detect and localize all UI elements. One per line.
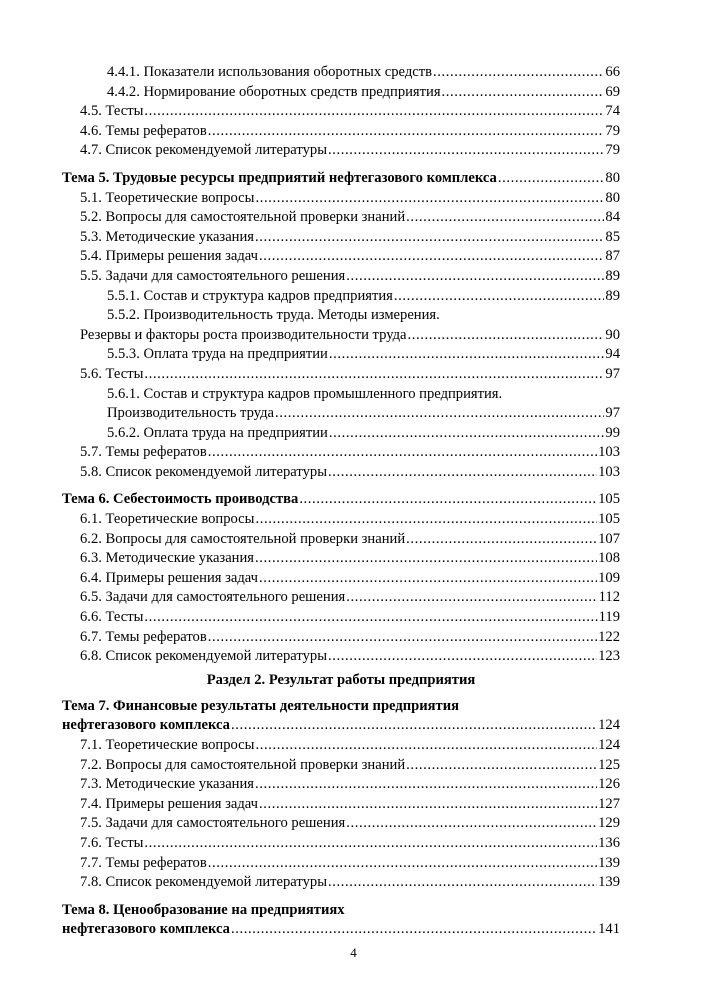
toc-entry: 7.1. Теоретические вопросы ..... 124 <box>62 736 620 756</box>
page-ref: 94 <box>605 346 620 363</box>
toc-entry: 6.2. Вопросы для самостоятельной проверки знаний ..... 107 <box>62 530 620 550</box>
page-ref: 69 <box>605 83 620 100</box>
page-ref: 112 <box>598 589 620 606</box>
toc-entry: 5.2. Вопросы для самостоятельной проверки знаний ..... 84 <box>62 208 620 228</box>
page-ref: 74 <box>605 103 620 120</box>
page-ref: 87 <box>605 248 620 265</box>
toc-topic-heading-continued: нефтегазового комплекса ..... 141 <box>62 920 620 940</box>
page-ref: 123 <box>598 648 620 665</box>
page-ref: 124 <box>598 737 620 753</box>
page-ref: 124 <box>598 717 620 734</box>
page-number: 4 <box>350 945 357 960</box>
toc-entry: Производительность труда ..... 97 <box>62 404 620 424</box>
toc-topic-heading: Тема 5. Трудовые ресурсы предприятий нефтегазового комплекса ..... 80 <box>62 169 620 189</box>
toc-topic-heading: Тема 6. Себестоимость проиводства ..... 105 <box>62 490 620 510</box>
toc-entry-continued: 5.6.1. Состав и структура кадров промышленного предприятия. <box>107 385 503 402</box>
page-ref: 105 <box>598 511 620 528</box>
page-ref: 107 <box>598 530 620 547</box>
toc-entry: 5.1. Теоретические вопросы ..... 80 <box>62 189 620 209</box>
page-ref: 103 <box>598 444 620 461</box>
page-ref: 108 <box>598 550 620 567</box>
page-ref: 126 <box>598 776 620 793</box>
toc-entry: 4.6. Темы рефератов ..... 79 <box>62 122 620 142</box>
toc-entry: 5.5.1. Состав и структура кадров предприятия ..... 89 <box>62 287 620 307</box>
toc-entry: 5.6. Тесты ..... 97 <box>62 365 620 385</box>
page-ref: 89 <box>605 267 620 284</box>
toc-topic-heading-continued: нефтегазового комплекса ..... 124 <box>62 716 620 736</box>
page-ref: 139 <box>598 854 620 871</box>
toc-entry: 6.7. Темы рефератов ..... 122 <box>62 628 620 648</box>
page-ref: 129 <box>598 815 620 832</box>
toc-entry: 4.4.2. Нормирование оборотных средств предприятия ..... 69 <box>62 83 620 103</box>
toc-entry: 5.5. Задачи для самостоятельного решения ..... 89 <box>62 267 620 287</box>
page-ref: 122 <box>598 628 620 645</box>
page-ref: 136 <box>598 834 620 851</box>
page-ref: 66 <box>605 64 620 80</box>
page-ref: 139 <box>598 874 620 891</box>
toc-entry: 4.7. Список рекомендуемой литературы ..... 79 <box>62 141 620 161</box>
page-ref: 79 <box>605 142 620 159</box>
toc-entry: 7.3. Методические указания ..... 126 <box>62 775 620 795</box>
toc-entry: 7.4. Примеры решения задач ..... 127 <box>62 795 620 815</box>
page-ref: 127 <box>598 795 620 812</box>
page-ref: 84 <box>605 209 620 226</box>
page-ref: 97 <box>605 365 620 382</box>
toc-topic-heading: Тема 8. Ценообразование на предприятиях <box>62 901 345 918</box>
toc-entry: 7.6. Тесты ..... 136 <box>62 834 620 854</box>
page-ref: 109 <box>598 569 620 586</box>
toc-topic-heading: Тема 7. Финансовые результаты деятельности предприятия <box>62 697 460 714</box>
toc-entry: 5.4. Примеры решения задач ..... 87 <box>62 247 620 267</box>
toc-entry: 5.8. Список рекомендуемой литературы ..... 103 <box>62 463 620 483</box>
page-ref: 103 <box>598 463 620 480</box>
toc-entry: 6.8. Список рекомендуемой литературы ..... 123 <box>62 647 620 667</box>
page-ref: 125 <box>598 756 620 773</box>
toc-entry: Резервы и факторы роста производительности труда ..... 90 <box>62 326 620 346</box>
toc-entry: 5.5.3. Оплата труда на предприятии ..... 94 <box>62 345 620 365</box>
toc-entry: 7.2. Вопросы для самостоятельной проверки знаний ..... 125 <box>62 756 620 776</box>
toc-entry: 4.4.1. Показатели использования оборотных средств ..... 66 <box>62 63 620 83</box>
toc-entry: 5.3. Методические указания ..... 85 <box>62 228 620 248</box>
toc-entry-continued: 5.5.2. Производительность труда. Методы измерения. <box>107 307 440 324</box>
page-ref: 85 <box>605 228 620 245</box>
page-ref: 119 <box>598 609 620 626</box>
toc-entry: 7.5. Задачи для самостоятельного решения ..... 129 <box>62 814 620 834</box>
toc-entry: 7.7. Темы рефератов ..... 139 <box>62 854 620 874</box>
toc-entry: 4.5. Тесты ..... 74 <box>62 102 620 122</box>
toc-entry: 6.4. Примеры решения задач ..... 109 <box>62 569 620 589</box>
section-heading: Раздел 2. Результат работы предприятия <box>206 671 476 688</box>
toc-entry: 6.5. Задачи для самостоятельного решения ..... 112 <box>62 588 620 608</box>
page-ref: 97 <box>605 405 620 422</box>
page-ref: 80 <box>605 169 620 186</box>
page-ref: 105 <box>598 491 620 508</box>
page-ref: 90 <box>605 326 620 343</box>
toc-entry: 5.6.2. Оплата труда на предприятии ..... 99 <box>62 424 620 444</box>
page-ref: 141 <box>598 921 620 938</box>
toc-entry: 7.8. Список рекомендуемой литературы ..... 139 <box>62 873 620 893</box>
toc-entry: 6.6. Тесты ..... 119 <box>62 608 620 628</box>
page-ref: 80 <box>605 189 620 206</box>
toc-entry: 6.3. Методические указания ..... 108 <box>62 549 620 569</box>
toc-entry: 5.7. Темы рефератов ..... 103 <box>62 443 620 463</box>
page-ref: 79 <box>605 122 620 139</box>
table-of-contents <box>62 63 620 940</box>
page-ref: 89 <box>605 287 620 304</box>
page-ref: 99 <box>605 424 620 441</box>
toc-entry: 6.1. Теоретические вопросы ..... 105 <box>62 510 620 530</box>
